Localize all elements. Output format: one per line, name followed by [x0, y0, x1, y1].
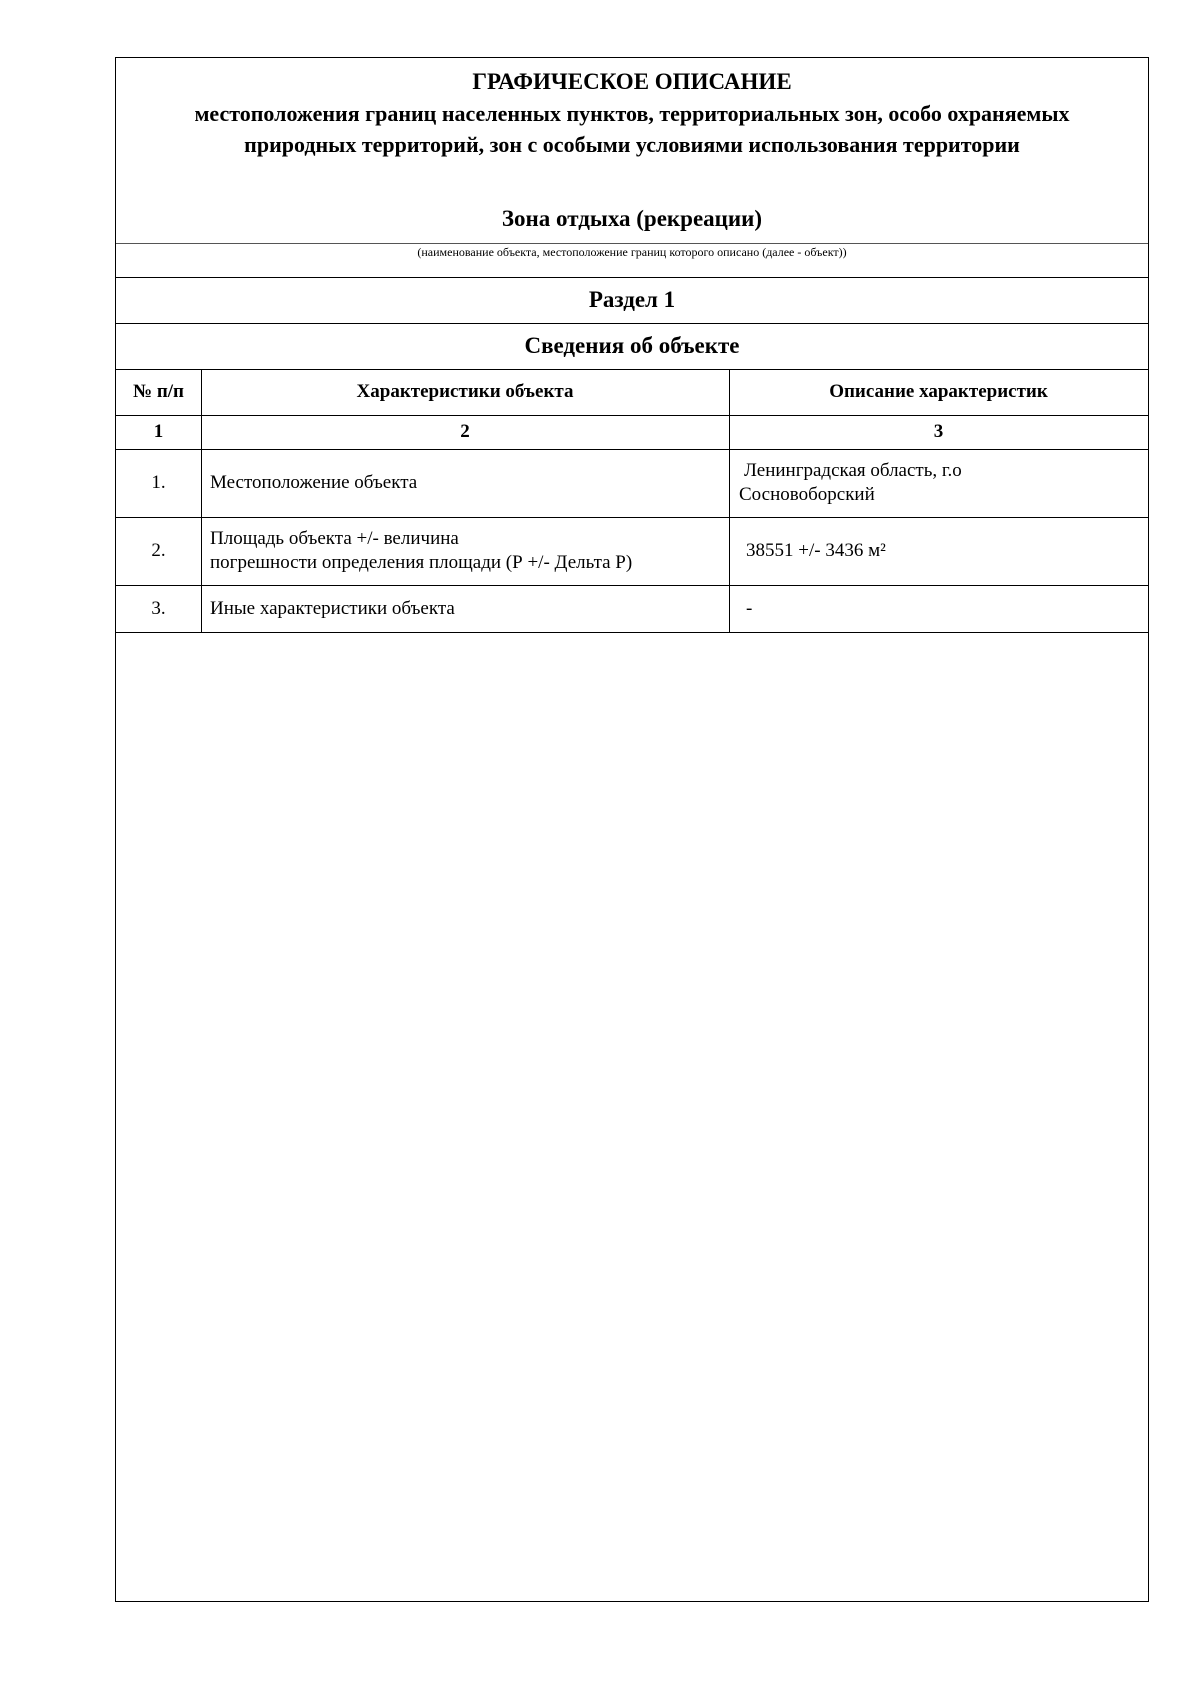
object-name: Зона отдыха (рекреации)	[501, 206, 763, 231]
row-number-cell: 2.	[151, 540, 166, 561]
document-subtitle: местоположения границ населенных пунктов, территориальных зон, особо охраняемых природных территорий, зон с особыми условиями использования территории	[194, 101, 1070, 157]
document-title: ГРАФИЧЕСКОЕ ОПИСАНИЕ	[472, 69, 792, 94]
document-frame	[115, 57, 1149, 1602]
document-header	[116, 58, 1148, 243]
column-number-cell: 3	[933, 421, 944, 442]
section-title: Раздел 1	[588, 287, 676, 312]
column-number-cell: 2	[460, 421, 470, 442]
characteristic-cell: Иные характеристики объекта	[210, 597, 455, 619]
description-cell: 38551 +/- 3436 м²	[746, 540, 886, 561]
characteristic-cell: Местоположение объекта	[210, 472, 418, 493]
characteristic-cell	[201, 517, 729, 585]
characteristic-line: погрешности определения площади (Р +/- Дельта Р)	[210, 552, 633, 573]
object-name-caption: (наименование объекта, местоположение границ которого описано (далее - объект))	[417, 245, 847, 259]
table-header-cell: № п/п	[132, 381, 185, 402]
description-line: Ленинградская область, г.о	[744, 460, 962, 481]
object-name-underline	[116, 243, 1148, 244]
section-subtitle: Сведения об объекте	[524, 333, 740, 358]
description-cell: -	[746, 597, 753, 619]
divider	[116, 632, 1148, 633]
description-cell	[729, 449, 1148, 517]
description-line: Сосновоборский	[739, 484, 875, 505]
row-number-cell: 3.	[151, 597, 166, 619]
table-header-cell: Характеристики объекта	[356, 381, 574, 402]
row-number-cell: 1.	[151, 472, 166, 493]
column-number-cell: 1	[153, 421, 164, 442]
characteristic-line: Площадь объекта +/- величина	[210, 528, 459, 549]
table-header-cell: Описание характеристик	[829, 381, 1048, 402]
